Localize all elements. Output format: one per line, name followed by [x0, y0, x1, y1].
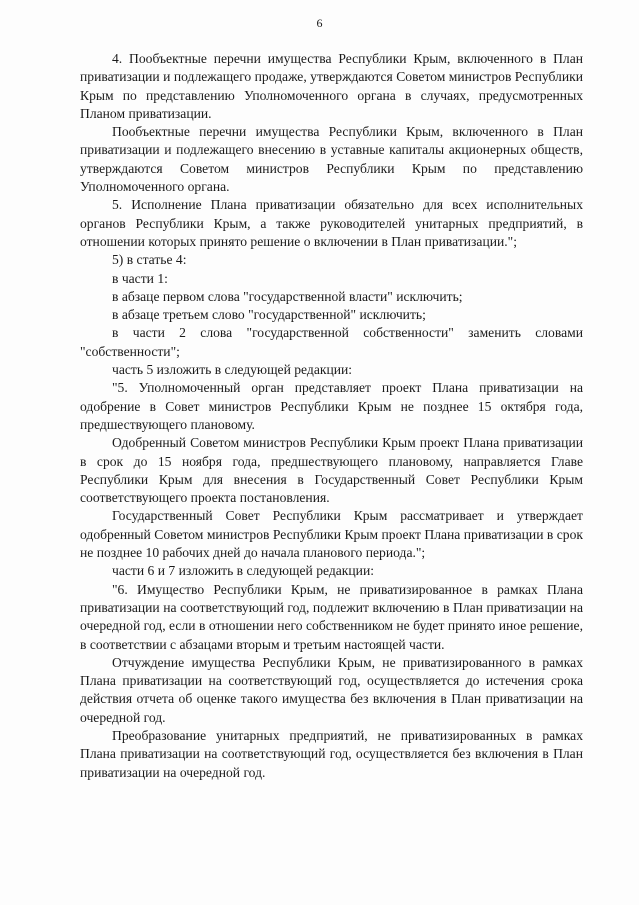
paragraph: Отчуждение имущества Республики Крым, не приватизированного в рамках Плана приватизации на соответствующий год, осуществляется до истечения срока действия отчета об оценке такого имущества без включения в План приватизации на очередной год.: [80, 654, 583, 725]
paragraph: Государственный Совет Республики Крым рассматривает и утверждает одобренный Советом министров Республики Крым проект Плана приватизации в срок не позднее 10 рабочих дней до начала планового периода.";: [80, 508, 583, 561]
paragraph: Пообъектные перечни имущества Республики Крым, включенного в План приватизации и подлежащего внесению в уставные капиталы акционерных обществ, утверждаются Советом министров Республики Крым по представлению Уполномоченного органа.: [80, 124, 583, 195]
document-body: [80, 50, 583, 782]
paragraph: "6. Имущество Республики Крым, не приватизированное в рамках Плана приватизации на соответствующий год, подлежит включению в План приватизации на очередной год, если в отношении него собственником не будет принято иное решение, в соответствии с абзацами вторым и третьим настоящей части.: [80, 581, 583, 652]
paragraph: Одобренный Советом министров Республики Крым проект Плана приватизации в срок до 15 ноября года, предшествующего плановому, направляется Главе Республики Крым для внесения в Государственный Совет Республики Крым соответствующего проекта постановления.: [80, 435, 583, 506]
paragraph: 4. Пообъектные перечни имущества Республики Крым, включенного в План приватизации и подлежащего продаже, утверждаются Советом министров Республики Крым по представлению Уполномоченного органа в случаях, предусмотренных Планом приватизации.: [80, 51, 583, 121]
paragraph: в абзаце первом слова "государственной власти" исключить;: [112, 288, 463, 304]
paragraph: "5. Уполномоченный орган представляет проект Плана приватизации на одобрение в Совет министров Республики Крым не позднее 15 октября года, предшествующего плановому.: [80, 380, 583, 432]
paragraph: 5) в статье 4:: [112, 252, 187, 268]
paragraph: в абзаце третьем слово "государственной" исключить;: [112, 307, 426, 323]
paragraph: Преобразование унитарных предприятий, не приватизированных в рамках Плана приватизации на соответствующий год, осуществляется без включения в План приватизации на очередной год.: [80, 727, 583, 780]
page-number: 6: [316, 16, 323, 30]
paragraph: в части 1:: [112, 270, 168, 286]
paragraph: в части 2 слова "государственной собственности" заменить словами "собственности";: [80, 325, 583, 359]
paragraph: части 6 и 7 изложить в следующей редакции:: [112, 563, 375, 579]
paragraph: 5. Исполнение Плана приватизации обязательно для всех исполнительных органов Республики Крым, а также руководителей унитарных предприятий, в отношении которых принято решение о включении в План приватизации.";: [80, 197, 583, 249]
paragraph: часть 5 изложить в следующей редакции:: [112, 362, 353, 378]
